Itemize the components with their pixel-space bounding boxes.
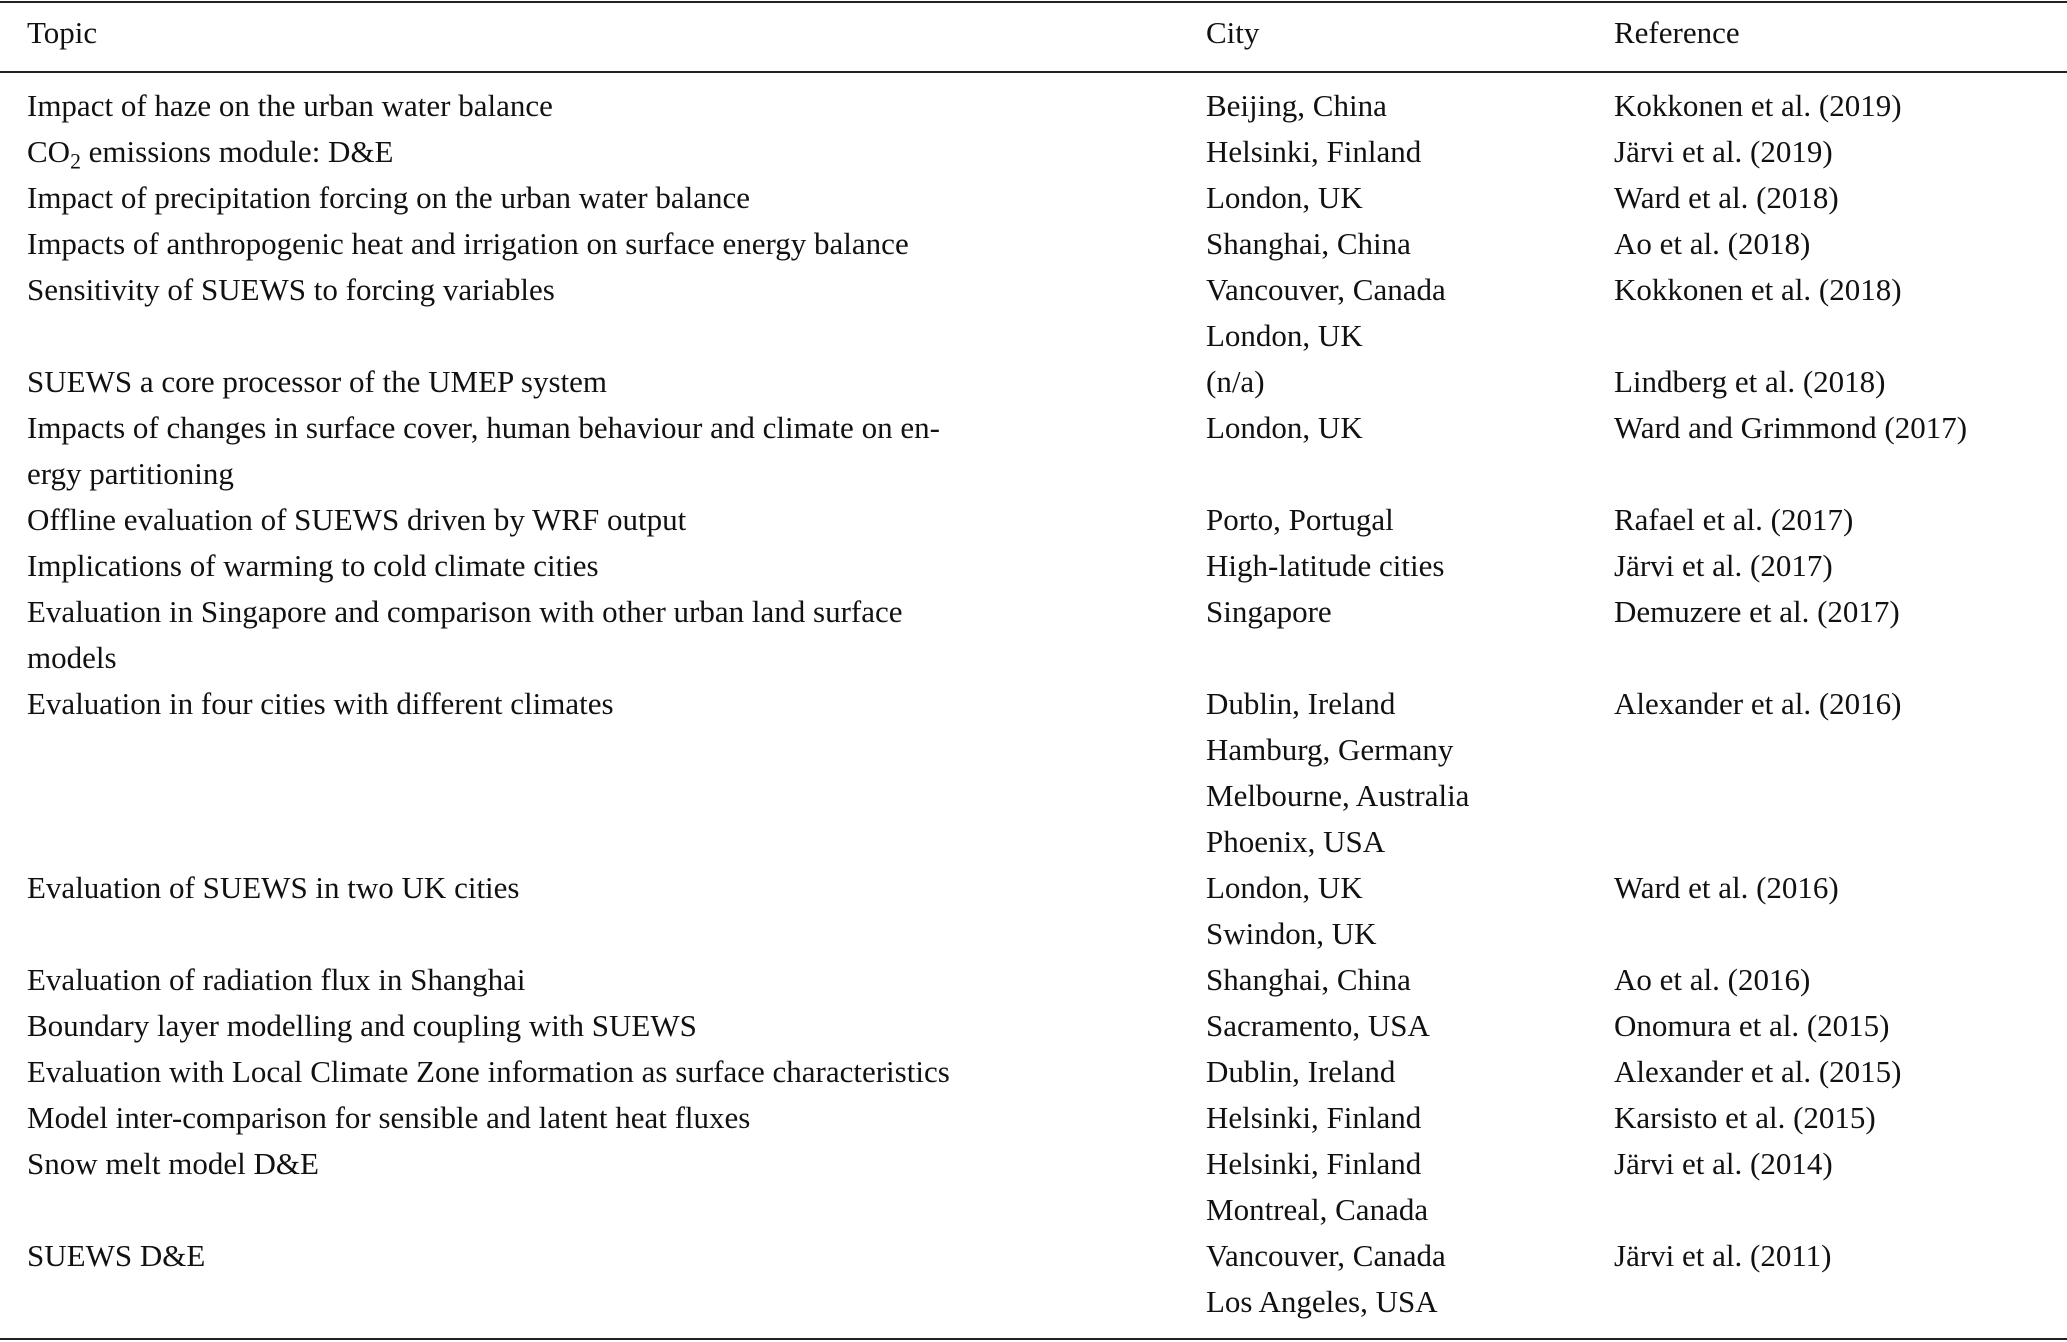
city-line: Vancouver, Canada <box>1206 272 1446 307</box>
city-line: High-latitude cities <box>1206 548 1445 583</box>
table-row <box>0 1141 2067 1233</box>
reference-text: Järvi et al. (2019) <box>1614 134 1833 169</box>
table-row <box>0 865 2067 957</box>
reference-text: Järvi et al. (2017) <box>1614 548 1833 583</box>
city-line: Beijing, China <box>1206 88 1387 123</box>
city-line: Vancouver, Canada <box>1206 1238 1446 1273</box>
cell-topic <box>27 681 1187 727</box>
city-line: Los Angeles, USA <box>1206 1284 1438 1319</box>
table-row <box>0 405 2067 497</box>
topic-line: Model inter-comparison for sensible and latent heat fluxes <box>27 1100 751 1135</box>
city-line: London, UK <box>1206 410 1363 445</box>
topic-line: Evaluation with Local Climate Zone information as surface characteristics <box>27 1054 950 1089</box>
cell-reference <box>1614 589 1900 635</box>
topic-line: Snow melt model D&E <box>27 1146 319 1181</box>
topic-line: Evaluation of SUEWS in two UK cities <box>27 870 520 905</box>
cell-reference <box>1614 267 1902 313</box>
subscript: 2 <box>70 149 81 174</box>
topic-line: Sensitivity of SUEWS to forcing variables <box>27 272 555 307</box>
topic-line: SUEWS D&E <box>27 1238 206 1273</box>
table-row <box>0 1003 2067 1049</box>
cell-reference <box>1614 1141 1833 1187</box>
cell-topic <box>27 267 1187 313</box>
topic-line: Impacts of anthropogenic heat and irrigation on surface energy balance <box>27 226 909 261</box>
cell-reference <box>1614 1095 1876 1141</box>
reference-text: Onomura et al. (2015) <box>1614 1008 1890 1043</box>
table-top-rule <box>0 1 2067 3</box>
cell-city <box>1206 83 1387 129</box>
cell-city <box>1206 589 1332 635</box>
header-reference: Reference <box>1614 15 1740 50</box>
cell-city <box>1206 359 1265 405</box>
reference-text: Demuzere et al. (2017) <box>1614 594 1900 629</box>
cell-reference <box>1614 1003 1889 1049</box>
cell-city <box>1206 175 1363 221</box>
cell-topic <box>27 129 1187 175</box>
reference-text: Kokkonen et al. (2019) <box>1614 88 1902 123</box>
reference-text: Järvi et al. (2011) <box>1614 1238 1832 1273</box>
table-row <box>0 267 2067 359</box>
cell-city <box>1206 405 1363 451</box>
table-bottom-rule <box>0 1338 2067 1340</box>
cell-topic <box>27 589 1187 681</box>
header-city: City <box>1206 15 1260 50</box>
topic-line: Implications of warming to cold climate cities <box>27 548 599 583</box>
reference-text: Ao et al. (2016) <box>1614 962 1811 997</box>
table-row <box>0 681 2067 865</box>
cell-topic <box>27 405 1187 497</box>
cell-city <box>1206 1141 1428 1233</box>
topic-line: Impacts of changes in surface cover, human behaviour and climate on en- <box>27 410 940 445</box>
table-row <box>0 1233 2067 1325</box>
topic-line: $CO_2$ emissions module: D&E <box>27 134 394 174</box>
cell-topic <box>27 1003 1187 1049</box>
cell-reference <box>1614 1233 1832 1279</box>
cell-reference <box>1614 543 1833 589</box>
cell-reference <box>1614 83 1902 129</box>
cell-reference <box>1614 175 1839 221</box>
city-line: (n/a) <box>1206 364 1265 399</box>
city-line: Singapore <box>1206 594 1332 629</box>
reference-text: Rafael et al. (2017) <box>1614 502 1854 537</box>
cell-topic <box>27 543 1187 589</box>
cell-city <box>1206 1233 1446 1325</box>
topic-line: Offline evaluation of SUEWS driven by WRF output <box>27 502 687 537</box>
header-topic: Topic <box>27 15 98 50</box>
cell-topic <box>27 175 1187 221</box>
cell-topic <box>27 83 1187 129</box>
cell-topic <box>27 865 1187 911</box>
cell-city <box>1206 1095 1421 1141</box>
cell-reference <box>1614 1049 1902 1095</box>
cell-topic <box>27 1141 1187 1187</box>
table-row <box>0 543 2067 589</box>
cell-reference <box>1614 497 1853 543</box>
reference-text: Lindberg et al. (2018) <box>1614 364 1886 399</box>
city-line: Sacramento, USA <box>1206 1008 1430 1043</box>
reference-text: Järvi et al. (2014) <box>1614 1146 1833 1181</box>
topic-line: Evaluation in Singapore and comparison with other urban land surface <box>27 594 903 629</box>
city-line: Porto, Portugal <box>1206 502 1394 537</box>
topic-line: Evaluation in four cities with different climates <box>27 686 614 721</box>
city-line: Dublin, Ireland <box>1206 1054 1396 1089</box>
city-line: Helsinki, Finland <box>1206 1146 1422 1181</box>
topic-line: Impact of precipitation forcing on the urban water balance <box>27 180 751 215</box>
cell-city <box>1206 221 1411 267</box>
cell-topic <box>27 1095 1187 1141</box>
cell-reference <box>1614 359 1885 405</box>
cell-city <box>1206 543 1444 589</box>
city-line: Helsinki, Finland <box>1206 1100 1422 1135</box>
reference-text: Ward et al. (2016) <box>1614 870 1839 905</box>
city-line: Dublin, Ireland <box>1206 686 1396 721</box>
city-line: Montreal, Canada <box>1206 1192 1429 1227</box>
cell-topic <box>27 957 1187 1003</box>
topic-line: ergy partitioning <box>27 456 234 491</box>
cell-city <box>1206 865 1377 957</box>
cell-city <box>1206 129 1421 175</box>
cell-city <box>1206 957 1411 1003</box>
cell-reference <box>1614 129 1833 175</box>
table-row <box>0 589 2067 681</box>
topic-line: models <box>27 640 117 675</box>
cell-city <box>1206 1003 1430 1049</box>
table-row <box>0 221 2067 267</box>
table-row <box>0 1049 2067 1095</box>
city-line: Helsinki, Finland <box>1206 134 1422 169</box>
table-row <box>0 359 2067 405</box>
city-line: Shanghai, China <box>1206 226 1411 261</box>
topic-line: Impact of haze on the urban water balance <box>27 88 553 123</box>
table-row <box>0 497 2067 543</box>
cell-city <box>1206 681 1469 865</box>
table-row <box>0 1095 2067 1141</box>
reference-text: Karsisto et al. (2015) <box>1614 1100 1876 1135</box>
city-line: Melbourne, Australia <box>1206 778 1470 813</box>
cell-topic <box>27 1049 1187 1095</box>
cell-reference <box>1614 957 1810 1003</box>
city-line: Shanghai, China <box>1206 962 1411 997</box>
topic-line: SUEWS a core processor of the UMEP system <box>27 364 607 399</box>
reference-text: Ward et al. (2018) <box>1614 180 1839 215</box>
table-row <box>0 957 2067 1003</box>
cell-topic <box>27 221 1187 267</box>
city-line: London, UK <box>1206 318 1363 353</box>
reference-text: Alexander et al. (2016) <box>1614 686 1902 721</box>
table-row <box>0 83 2067 129</box>
reference-text: Ward and Grimmond (2017) <box>1614 410 1968 445</box>
cell-reference <box>1614 865 1839 911</box>
reference-text: Kokkonen et al. (2018) <box>1614 272 1902 307</box>
cell-reference <box>1614 405 1967 451</box>
topic-line: Boundary layer modelling and coupling with SUEWS <box>27 1008 697 1043</box>
reference-text: Alexander et al. (2015) <box>1614 1054 1902 1089</box>
cell-reference <box>1614 221 1810 267</box>
cell-topic <box>27 359 1187 405</box>
city-line: Phoenix, USA <box>1206 824 1386 859</box>
table-body <box>0 83 2067 1325</box>
reference-text: Ao et al. (2018) <box>1614 226 1811 261</box>
city-line: Hamburg, Germany <box>1206 732 1454 767</box>
cell-city <box>1206 497 1394 543</box>
cell-city <box>1206 1049 1395 1095</box>
city-line: London, UK <box>1206 870 1363 905</box>
cell-topic <box>27 1233 1187 1279</box>
cell-reference <box>1614 681 1902 727</box>
topic-line: Evaluation of radiation flux in Shanghai <box>27 962 526 997</box>
cell-topic <box>27 497 1187 543</box>
cell-city <box>1206 267 1446 359</box>
city-line: Swindon, UK <box>1206 916 1377 951</box>
city-line: London, UK <box>1206 180 1363 215</box>
table-row <box>0 175 2067 221</box>
table-row <box>0 129 2067 175</box>
table-header-rule <box>0 71 2067 73</box>
